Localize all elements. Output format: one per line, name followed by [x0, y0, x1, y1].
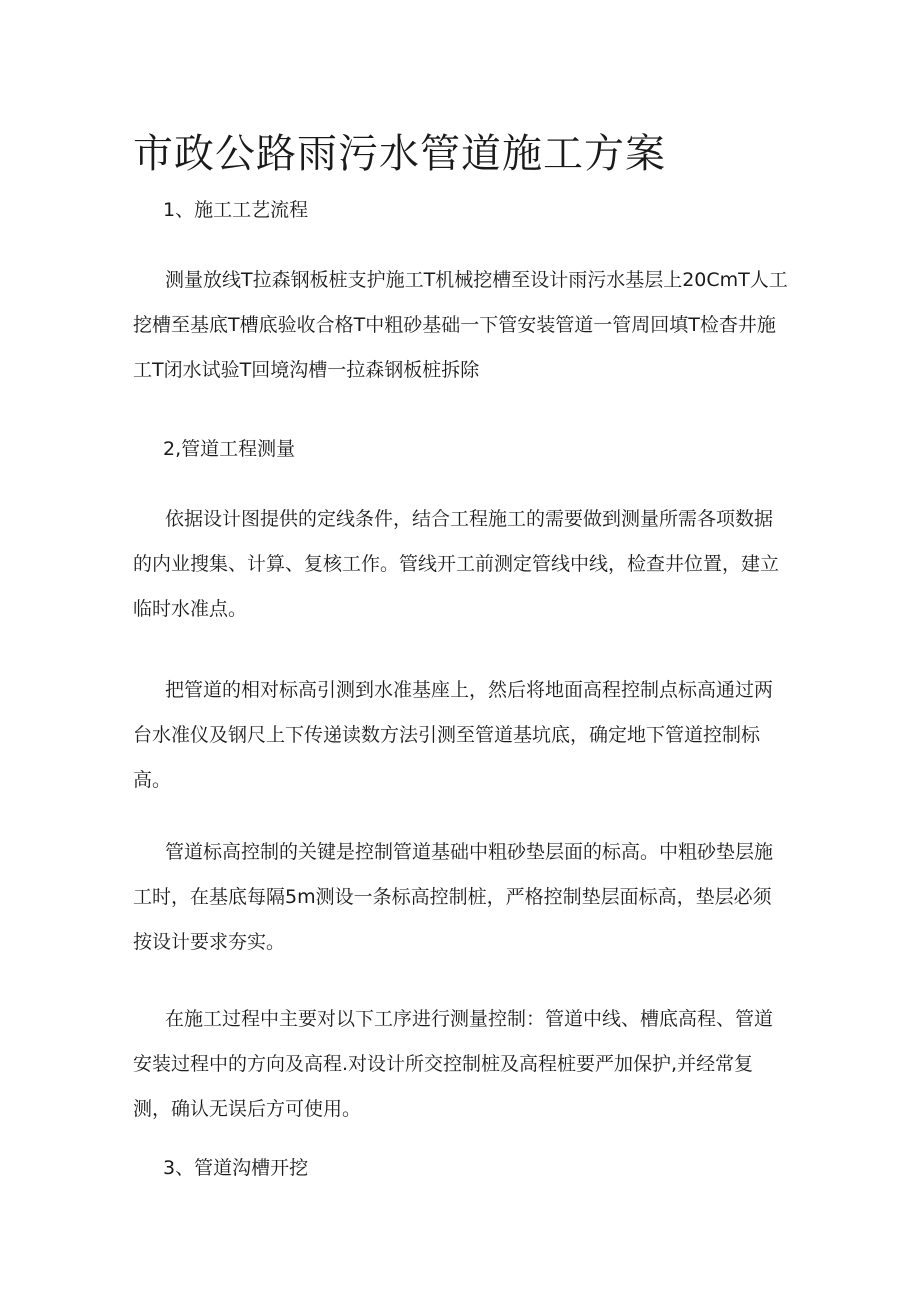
section-2-paragraph-1: 依据设计图提供的定线条件，结合工程施工的需要做到测量所需各项数据的内业搜集、计算、复核工作。管线开工前测定管线中线，检查井位置，建立临时水准点。	[133, 508, 780, 620]
section-1-heading: 1、施工工艺流程	[163, 199, 309, 221]
section-2-paragraph-3: 管道标高控制的关键是控制管道基础中粗砂垫层面的标高。中粗砂垫层施工时，在基底每隔5m测设一条标高控制桩，严格控制垫层面标高，垫层必须按设计要求夯实。	[133, 841, 774, 953]
section-3-heading: 3、管道沟槽开挖	[163, 1157, 309, 1179]
section-2-heading: 2,管道工程测量	[163, 438, 296, 460]
document-title: 市政公路雨污水管道施工方案	[133, 131, 666, 177]
section-1-paragraph: 测量放线T拉森钢板桩支护施工T机械挖槽至设计雨污水基层上20CmT人工挖槽至基底T槽底验收合格T中粗砂基础一下管安装管道一管周回填T检杳井施工T闭水试验T回境沟槽一拉森钢板桩拆除	[133, 269, 788, 381]
section-2-paragraph-4: 在施工过程中主要对以下工序进行测量控制：管道中线、槽底高程、管道安装过程中的方向及高程.对设计所交控制桩及高程桩要严加保护,并经常复测，确认无误后方可使用。	[133, 1008, 774, 1120]
section-2-paragraph-2: 把管道的相对标高引测到水准基座上，然后将地面高程控制点标高通过两台水准仪及钢尺上下传递读数方法引测至管道基坑底，确定地下管道控制标高。	[133, 679, 774, 791]
